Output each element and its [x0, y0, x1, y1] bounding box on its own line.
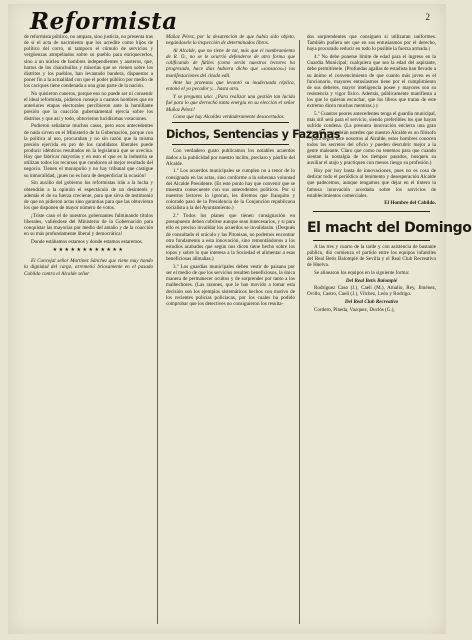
divider	[313, 240, 430, 241]
column-divider	[157, 40, 158, 624]
paragraph: Pudieron señalarse muchos casos, pero esos antecedentes de nada sirven en el Ministerio de la Gobernación, porque con la política al uso, procuraban y no sin razón que la misma presión ejercida en pro de los candidatos liberales puede producir idénticos resultados en la legislatura que se avecina. Hay que fabricar mayorías y en esto el que es la industria se utilizan todos los recursos que conducen al mejor resultado del negocio. Tienen el monopolio y no hay tribunal que castigue su inmoralidad, ¡pues no es hora de desperdiciar la ocasión!	[24, 123, 153, 179]
column-3	[307, 34, 472, 628]
paragraph: Hoy por hoy basta de innovaciones, pues no es cosa de dedicar todo el periódico al lenimento y desesperación Alcalde que padecemos, aunque tengamos que dejar en el tintero la famosa innovación acordada sobre los servicios de establecimientos comerciales.	[307, 168, 436, 199]
paragraph: Como que hay Alcaldes verdaderamente desacertados.	[173, 114, 285, 121]
paragraph: Donde estábamos estamos y donde estamos estaremos.	[31, 238, 143, 245]
divider	[172, 144, 289, 145]
signature: El Hombre del Cabildo.	[384, 200, 436, 207]
star-separator: ★★★★★★★★★★★★	[52, 248, 125, 254]
paragraph: A las tres y cuarto de la tarde y con asistencia de bastante público, dió comienzo el partido entre los equipos infantiles del Real Betis Balompié de Sevilla y el Real Club Recreativo de Huelva.	[307, 243, 436, 269]
paragraph: de reformista público, no ampara, sino justicia, no presenta tras de sí el acta de nacimiento que los acredite como hijos de político del corro, ni tampoco el cúmulo de servicios y vergüenzas atropellados sobre su pueblo para enriquecerlos, sino a un núcleo de hombres independientes y austeros, que, hartos de los chanchullos y miserias que se vienen sobre los distritos y los pueblos, han levantado bandera, dispuestos a poner fin a la actualidad con que el poder público por medio de los caciques tiene condenada a una gran parte de la nación.	[24, 34, 154, 90]
team-heading: Del Real Betis Balompié	[345, 277, 398, 284]
paragraph: Y se pregunta uno: ¿Para realizar una gestión tan lucida fué para lo que derrochó tanta energía en su elección el señor Muñoz Pérez?	[166, 94, 295, 113]
paragraph: Al Alcalde, que no tiene de tal, más que el nombramiento de R. O., no se le ocurrió defenderse de otra forma que calificando de fútiles (como serán nuestros lectores ha progresado, hace días hubiera dicho que «sonsacas») las manifestaciones del citado edil.	[166, 47, 295, 79]
paragraph: ¡Triste caso el de nuestros gobernantes fulminando títulos liberales, valiéndose del Ministerio de la Gobernación para conquistar las mayorías por medio del amaño y de la coacción en su más profundamente liberal y democrática!	[24, 212, 153, 238]
lineup: Cordero, Pineda, Vazquez, Duclós (G.),	[314, 306, 395, 313]
paragraph: 2.º Todos los planes que tienen consignación en presupuesto deben cubrirse aunque sean innecesarios, y si para ello es preciso invalidar los acuerdos se invalidarán. (Después de consultado el oráculo y las Pitonisas, no podemos encontrar otro fundamento a esta innovación, sino remontándonos a los estudios acabados que según nos dicen tiene hecho sobre los topos y sobre lo que interesa a la Sociedad el alimentar a esas beneficiosas alimañas.)	[166, 213, 295, 263]
divider	[172, 122, 289, 123]
paragraph: 5.º Cuantos peores antecedentes tenga el guardia municipal, más útil será para el servicio, siendo preferibles los que hayan sufrido condena. (La presunta innovación encierra una gran filosofía, y si sabrán ustedes que nuestro Alcalde es un filósofo —para según dice nosotros al Alcalde, estos hombres conocen todos los secretos del oficio y pueden descubrir mejor a la gente maleante. Claro que como no tenemos para que cuando sientan la nostalgia de los tiempos pasados, busquen su auxiliar el atajo y practiquen con menos riesgo su profesión.)	[307, 111, 436, 167]
lineup: Rodríguez Caso (J.), Caeli (M.), Amalio, Rey, Jiménez, Ovillo, Castro, Caeli (J.), Vilchez, León y Rodrigo.	[307, 285, 436, 298]
paragraph: Se alinearon los equipos en la siguiente forma:	[314, 269, 410, 276]
paragraph: No quisieron cuneros, porque eso no puede ser ni consentir el ideal reformista, pidieron consejo a cuantos hombres que en anteriores etapas electorales percibieron ante la humillante presión que la coacción gubernamental ejercía sobre los distritos y que así y todo, obtuvieron lucidísimas votaciones.	[24, 91, 153, 122]
paragraph: El Concejal señor Martínez Sánchez que viene muy hondo la dignidad del cargo, arremetió briosamente en el pasado Cabildo contra el Alcalde señor	[24, 258, 153, 277]
divider	[313, 211, 430, 212]
column-1	[24, 34, 153, 628]
newspaper-page	[8, 4, 472, 634]
paragraph: 4.º No debe ponerse límite de edad para el ingreso en la Guardia Municipal; cualquiera que sea la edad del aspirante, debe permitírsele. (Profundas agallas de estadista han llevado a su ánimo el convencimiento de que cuanto más joven es el funcionario, mayores entusiasmos tiene por el cumplimiento de sus deberes, mayor inteligencia posee y mayores son su resistencia y vigor físico. Además, públicamente manifiesta a los que lo quieran escuchar, que los libros que tratan de este extremo dicen muchas mentiras.) y	[307, 54, 436, 110]
column-2	[166, 34, 341, 628]
paragraph: 3.º Los guardias municipales deben vestir de paisano por ser el medio de que los servicios resulten beneficiosos, la única manera de permanecer ocultos y de sorprender por tanto a los malhechores. (Las razones, que le han movido a tomar esta decisión son los ejemplos sistemáticos hechos con motivo de los recientes policías policiacas, por los cuales ha podido comprobar que los detectives no consiguieron los resulta-	[166, 264, 295, 307]
section-headline: El macht del Domingo	[307, 219, 472, 236]
paragraph: Con verdadero gusto publicamos los notables acuerdos dados a la publicidad por nuestro inclito, preclaro y pánfilo del Alcalde.	[166, 148, 295, 167]
paragraph: Ante las protestas que levantó su inadecuada réplica, entonó el yo pecador y... hasta otra.	[166, 80, 295, 93]
paragraph: Sin auxilio del gobierno los reformistas irán a la lucha y obtendrán a la opinión el espectáculo de un desinterés y además el de su fuerza creciente, para que sirva de testimonio de que no pidieron actas sino garantías para que las obtuvieran los que disponen de mayor número de votos.	[24, 180, 153, 211]
section-headline: Dichos, Sentencias y Fazañas	[166, 128, 341, 142]
paragraph: Muñoz Pérez, por la desatención de que había sido objeto, negándosele la inspección de determinados libros.	[166, 34, 295, 47]
page-number: 2	[425, 12, 430, 22]
paragraph: dos sorprendentes que consiguen si utilizaran uniformes. También pudiera ser que en sus entusiasmos por el derecho, haya procurado reducir en todo lo posible la fuerza armada.)	[307, 34, 436, 53]
masthead-title: Reformista	[30, 8, 178, 35]
team-heading: Del Real Club Recreativo	[344, 299, 399, 306]
paragraph: 1.º Los acuerdos municipales se cumplen no a tenor de lo consignado en las actas, sino conforme a la soberana voluntad del Alcalde Presidente. (Es este punto hay que convenir que se muestra consecuente con sus antecedentes políticos. Por si nuestros lectores lo ignoran, les diremos que franquito y colorado pasó de la Presidencia de la Conjunción republicana socialista a la del Ayuntamiento.)	[166, 168, 295, 212]
